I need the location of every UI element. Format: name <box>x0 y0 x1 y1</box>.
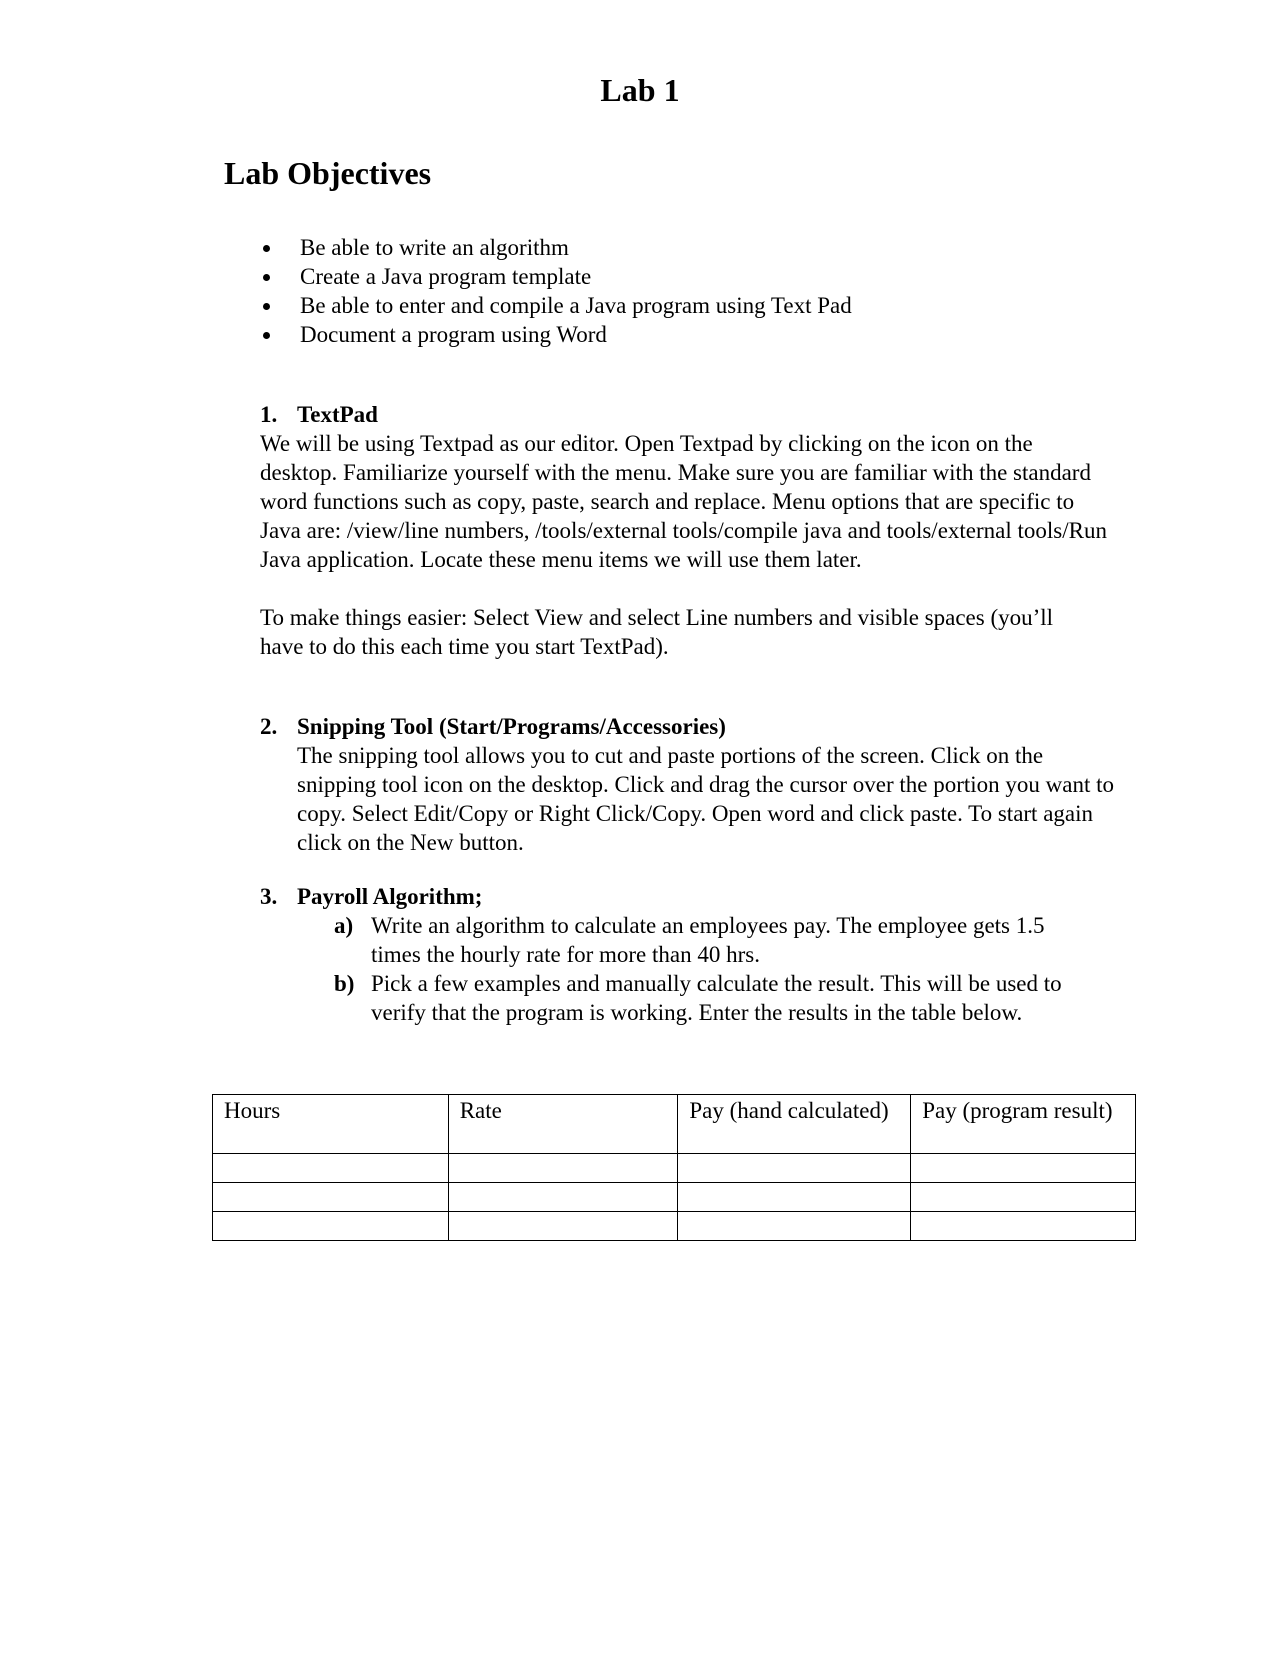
table-row <box>213 1154 1136 1183</box>
objective-item <box>260 291 852 320</box>
bullet-icon <box>263 332 270 339</box>
table-cell[interactable] <box>678 1183 911 1212</box>
objective-item <box>260 320 852 349</box>
header-hours: Hours <box>213 1095 449 1154</box>
payroll-steps <box>260 911 1078 1027</box>
table-cell[interactable] <box>448 1183 678 1212</box>
section-body: We will be using Textpad as our editor. Open Textpad by clicking on the icon on the desktop. Familiarize yourself with the menu. Make sure you are familiar with the standard word functions such as copy, paste, search and replace. Menu options that are specific to Java are: /view/line numbers, /tools/external tools/compile java and tools/external tools/Run Java application. Locate these menu items we will use them later. <box>260 431 1107 572</box>
section-payroll <box>260 882 1110 1027</box>
bullet-icon <box>263 245 270 252</box>
section-snipping-tool <box>260 712 1120 857</box>
objectives-list <box>260 233 852 349</box>
step-letter: b) <box>334 971 355 996</box>
section-heading-row <box>260 400 1110 429</box>
objectives-heading: Lab Objectives <box>224 155 432 191</box>
table-header-row <box>213 1095 1136 1154</box>
section-heading: Snipping Tool (Start/Programs/Accessories) <box>297 714 726 739</box>
results-table <box>212 1094 1136 1241</box>
section-heading-row <box>260 882 1110 911</box>
bullet-icon <box>263 274 270 281</box>
section-body: The snipping tool allows you to cut and paste portions of the screen. Click on the snipping tool icon on the desktop. Click and drag the cursor over the portion you want to copy. Select Edit/Copy or Right Click/Copy. Open word and click paste. To start again click on the New button. <box>297 743 1114 855</box>
document-title: Lab 1 <box>600 72 680 108</box>
table-row <box>213 1183 1136 1212</box>
section-heading: Payroll Algorithm; <box>297 884 483 909</box>
table-cell[interactable] <box>213 1154 449 1183</box>
table-cell[interactable] <box>911 1183 1136 1212</box>
table-cell[interactable] <box>448 1212 678 1241</box>
objective-item <box>260 262 852 291</box>
table-cell[interactable] <box>448 1154 678 1183</box>
section-number: 2. <box>260 714 278 739</box>
table-row <box>213 1212 1136 1241</box>
section-number: 3. <box>260 884 278 909</box>
header-pay-hand: Pay (hand calculated) <box>678 1095 911 1154</box>
section-textpad <box>260 400 1110 661</box>
objective-text: Document a program using Word <box>300 322 607 347</box>
header-rate: Rate <box>448 1095 678 1154</box>
objective-text: Be able to enter and compile a Java program using Text Pad <box>300 293 852 318</box>
step-letter: a) <box>334 913 354 938</box>
bullet-icon <box>263 303 270 310</box>
objective-text: Be able to write an algorithm <box>300 235 569 260</box>
payroll-step <box>334 969 1078 1027</box>
header-pay-program: Pay (program result) <box>911 1095 1136 1154</box>
objective-text: Create a Java program template <box>300 264 592 289</box>
step-text: Pick a few examples and manually calculate the result. This will be used to verify that the program is working. Enter the results in the table below. <box>371 971 1062 1025</box>
section-heading: TextPad <box>297 402 378 427</box>
table-cell[interactable] <box>911 1154 1136 1183</box>
table-cell[interactable] <box>678 1212 911 1241</box>
section-heading-row <box>260 712 1120 741</box>
table-cell[interactable] <box>213 1183 449 1212</box>
table-cell[interactable] <box>911 1212 1136 1241</box>
step-text: Write an algorithm to calculate an employees pay. The employee gets 1.5 times the hourly rate for more than 40 hrs. <box>371 913 1045 967</box>
table-cell[interactable] <box>213 1212 449 1241</box>
table-cell[interactable] <box>678 1154 911 1183</box>
section-tip: To make things easier: Select View and select Line numbers and visible spaces (you’ll have to do this each time you start TextPad). <box>260 605 1054 659</box>
payroll-step <box>334 911 1078 969</box>
section-number: 1. <box>260 402 278 427</box>
objective-item <box>260 233 852 262</box>
